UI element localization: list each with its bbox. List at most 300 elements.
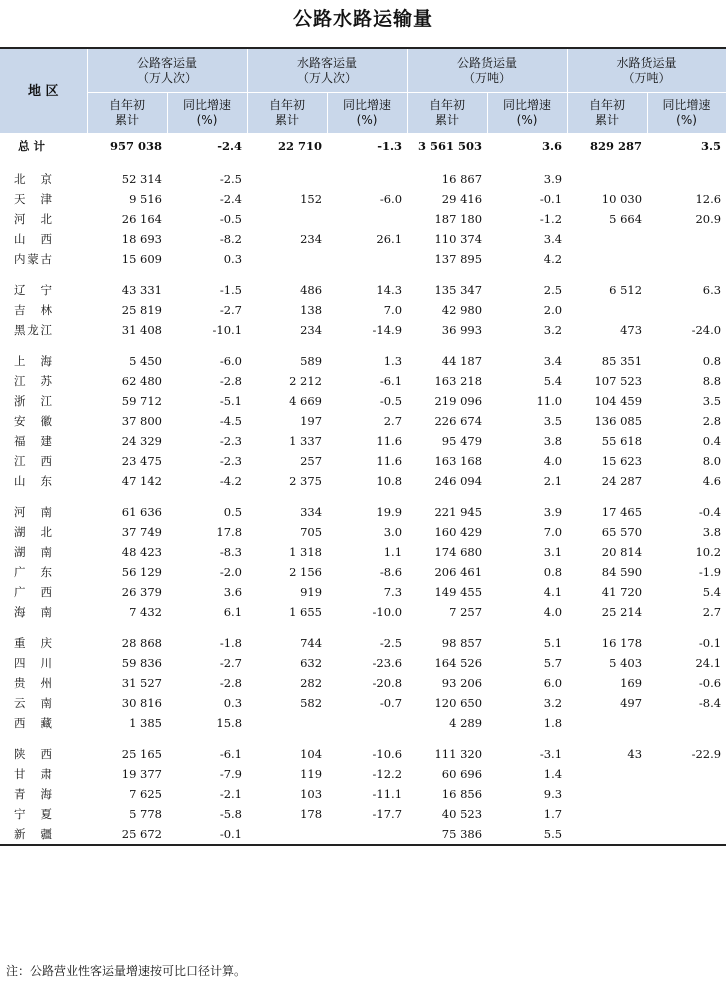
cell-cumulative (567, 229, 647, 249)
table-header (0, 48, 726, 134)
region-name-text: 西藏 (14, 716, 52, 730)
cell-growth: -8.6 (379, 565, 403, 579)
subheader-line: 自年初 (429, 98, 466, 112)
cell-growth (647, 764, 726, 784)
cell-cumulative: 20 814 (601, 545, 643, 559)
subheader-growth (647, 93, 726, 134)
cell-growth: -8.4 (698, 696, 722, 710)
table-row (0, 209, 726, 229)
cell-growth: 2.8 (702, 414, 722, 428)
cell-cumulative: 4 289 (449, 716, 483, 730)
cell-cumulative: 473 (620, 323, 643, 337)
cell-cumulative: 705 (300, 525, 323, 539)
cell-cumulative: 52 314 (121, 172, 162, 186)
group-header-water-freight (567, 48, 726, 93)
cell-growth: 4.6 (702, 474, 722, 488)
cell-cumulative: 15 623 (601, 454, 643, 468)
spacer-cell (0, 733, 726, 744)
cell-growth: 1.3 (383, 354, 403, 368)
region-name-text: 河北 (14, 212, 52, 226)
cell-growth: -7.9 (219, 767, 243, 781)
cell-growth: -0.1 (698, 636, 722, 650)
cell-cumulative: 3 561 503 (407, 134, 487, 159)
table-row (0, 169, 726, 189)
cell-cumulative: 104 459 (594, 394, 643, 408)
region-name (0, 351, 87, 371)
cell-cumulative: 43 331 (121, 283, 162, 297)
cell-cumulative (567, 804, 647, 824)
region-name (0, 522, 87, 542)
region-name (0, 673, 87, 693)
subheader-growth (487, 93, 567, 134)
group-unit: （万吨） (463, 70, 512, 85)
group-unit: （万吨） (622, 70, 671, 85)
cell-growth: 15.8 (216, 716, 243, 730)
subheader-line: (%) (196, 113, 218, 127)
table-row (0, 471, 726, 491)
cell-growth: 5.5 (487, 824, 567, 845)
cell-cumulative: 19 377 (121, 767, 162, 781)
region-name (0, 653, 87, 673)
cell-cumulative: 61 636 (121, 505, 162, 519)
cell-cumulative: 206 461 (434, 565, 483, 579)
cell-cumulative: 589 (300, 354, 323, 368)
cell-cumulative: 75 386 (407, 824, 487, 845)
cell-growth: 24.1 (695, 656, 722, 670)
region-name-text: 安徽 (14, 414, 52, 428)
cell-cumulative: 257 (300, 454, 323, 468)
cell-growth: 5.7 (543, 656, 563, 670)
cell-cumulative (247, 713, 327, 733)
subheader-line: 累计 (114, 113, 139, 127)
cell-cumulative: 25 819 (121, 303, 162, 317)
cell-cumulative: 103 (300, 787, 323, 801)
cell-cumulative: 16 178 (601, 636, 643, 650)
subheader-line: 自年初 (589, 98, 626, 112)
region-name (0, 209, 87, 229)
cell-cumulative: 110 374 (434, 232, 483, 246)
cell-growth: -2.0 (219, 565, 243, 579)
cell-growth: 4.2 (543, 252, 563, 266)
region-name-text: 重庆 (14, 636, 52, 650)
cell-growth: -1.5 (219, 283, 243, 297)
cell-growth: 3.9 (543, 172, 563, 186)
table-row (0, 562, 726, 582)
cell-growth: 4.0 (543, 454, 563, 468)
region-name-text: 天津 (14, 192, 52, 206)
cell-growth: 0.8 (543, 565, 563, 579)
region-name (0, 542, 87, 562)
cell-growth: -2.7 (219, 303, 243, 317)
table-row (0, 371, 726, 391)
cell-cumulative: 16 867 (441, 172, 483, 186)
region-name-text: 宁夏 (14, 807, 52, 821)
table-row (0, 502, 726, 522)
table-row (0, 249, 726, 269)
spacer-cell (0, 340, 726, 351)
cell-cumulative: 104 (300, 747, 323, 761)
cell-growth: -17.7 (372, 807, 403, 821)
cell-growth: 17.8 (216, 525, 243, 539)
cell-cumulative: 2 375 (289, 474, 323, 488)
cell-growth: -0.6 (698, 676, 722, 690)
region-name (0, 633, 87, 653)
cell-cumulative: 31 408 (121, 323, 162, 337)
cell-growth: 5.1 (543, 636, 563, 650)
subheader-line: 同比增速 (183, 98, 232, 112)
cell-cumulative: 632 (300, 656, 323, 670)
cell-cumulative: 47 142 (121, 474, 162, 488)
table-row (0, 351, 726, 371)
cell-cumulative: 22 710 (247, 134, 327, 159)
cell-cumulative: 582 (300, 696, 323, 710)
cell-cumulative: 187 180 (434, 212, 483, 226)
cell-growth: 3.4 (543, 232, 563, 246)
region-name (0, 693, 87, 713)
region-name (0, 189, 87, 209)
cell-growth: -24.0 (691, 323, 722, 337)
table-row (0, 431, 726, 451)
group-name: 公路客运量 (137, 55, 198, 70)
region-name (0, 411, 87, 431)
spacer-cell (0, 269, 726, 280)
cell-growth: -14.9 (372, 323, 403, 337)
cell-cumulative: 226 674 (434, 414, 483, 428)
region-name-text: 江西 (14, 454, 52, 468)
cell-growth: 7.3 (383, 585, 403, 599)
cell-cumulative: 95 479 (441, 434, 483, 448)
cell-cumulative: 136 085 (594, 414, 643, 428)
region-name-text: 陕西 (14, 747, 52, 761)
table-row (0, 280, 726, 300)
subheader-line: 同比增速 (503, 98, 552, 112)
cell-growth: -0.1 (539, 192, 563, 206)
cell-cumulative: 56 129 (121, 565, 162, 579)
cell-cumulative: 163 218 (434, 374, 483, 388)
cell-growth: -6.1 (379, 374, 403, 388)
cell-growth: -12.2 (372, 767, 403, 781)
cell-cumulative (567, 249, 647, 269)
group-spacer (0, 622, 726, 633)
cell-cumulative: 59 836 (121, 656, 162, 670)
cell-growth (327, 169, 407, 189)
cell-growth: 9.3 (543, 787, 563, 801)
cell-growth: -2.5 (379, 636, 403, 650)
cell-cumulative: 1 318 (289, 545, 323, 559)
cell-growth: 19.9 (376, 505, 403, 519)
cell-cumulative: 149 455 (434, 585, 483, 599)
table-row (0, 824, 726, 845)
cell-growth: 3.8 (702, 525, 722, 539)
cell-growth: 0.4 (702, 434, 722, 448)
table-row (0, 582, 726, 602)
region-name-text: 总 计 (18, 139, 46, 153)
cell-growth: -8.3 (219, 545, 243, 559)
cell-cumulative: 10 030 (601, 192, 643, 206)
region-name-text: 湖北 (14, 525, 52, 539)
cell-growth: -10.1 (212, 323, 243, 337)
cell-growth: 3.4 (543, 354, 563, 368)
region-name-text: 甘肃 (14, 767, 52, 781)
cell-growth: -0.4 (698, 505, 722, 519)
cell-growth: -3.1 (539, 747, 563, 761)
region-name (0, 280, 87, 300)
subheader-line: 自年初 (269, 98, 306, 112)
table-row (0, 229, 726, 249)
region-name-text: 山东 (14, 474, 52, 488)
page-title: 公路水路运输量 (292, 8, 433, 30)
cell-growth (647, 229, 726, 249)
cell-growth: -6.0 (219, 354, 243, 368)
region-name-text: 云南 (14, 696, 52, 710)
cell-growth: -5.8 (219, 807, 243, 821)
cell-growth: 7.0 (383, 303, 403, 317)
region-name (0, 391, 87, 411)
cell-growth: 20.9 (695, 212, 722, 226)
cell-growth: 8.0 (702, 454, 722, 468)
region-name-text: 上海 (14, 354, 52, 368)
cell-growth: 3.6 (223, 585, 243, 599)
table-row (0, 744, 726, 764)
cell-growth: -20.8 (372, 676, 403, 690)
cell-cumulative: 41 720 (601, 585, 643, 599)
cell-cumulative: 62 480 (121, 374, 162, 388)
cell-growth: 2.7 (702, 605, 722, 619)
subheader-line: 同比增速 (662, 98, 711, 112)
region-name-text: 海南 (14, 605, 52, 619)
cell-cumulative: 59 712 (121, 394, 162, 408)
cell-cumulative: 160 429 (434, 525, 483, 539)
cell-cumulative: 37 749 (121, 525, 162, 539)
cell-growth: 2.7 (383, 414, 403, 428)
cell-cumulative: 25 672 (87, 824, 167, 845)
cell-cumulative: 6 512 (609, 283, 643, 297)
cell-cumulative: 24 287 (601, 474, 643, 488)
region-name-text: 贵州 (14, 676, 52, 690)
cell-cumulative: 5 664 (609, 212, 643, 226)
cell-growth: 0.5 (223, 505, 243, 519)
cell-growth: -2.5 (219, 172, 243, 186)
group-header-water-passenger (247, 48, 407, 93)
region-name-text: 湖南 (14, 545, 52, 559)
table-row (0, 633, 726, 653)
cell-growth: 5.4 (702, 585, 722, 599)
table-row (0, 542, 726, 562)
cell-growth: 11.0 (536, 394, 563, 408)
cell-growth: 7.0 (543, 525, 563, 539)
table-row (0, 300, 726, 320)
cell-cumulative: 26 164 (121, 212, 162, 226)
region-name (0, 764, 87, 784)
cell-growth: 11.6 (376, 454, 403, 468)
subheader-growth (167, 93, 247, 134)
cell-growth: 4.0 (543, 605, 563, 619)
cell-growth: 5.4 (543, 374, 563, 388)
region-name (0, 804, 87, 824)
cell-growth (647, 784, 726, 804)
cell-cumulative: 44 187 (441, 354, 483, 368)
region-name (0, 431, 87, 451)
cell-cumulative: 1 655 (289, 605, 323, 619)
region-name-text: 新疆 (14, 827, 52, 841)
cell-cumulative: 135 347 (434, 283, 483, 297)
cell-growth: 6.0 (543, 676, 563, 690)
region-name-text: 吉林 (14, 303, 52, 317)
cell-cumulative: 25 165 (121, 747, 162, 761)
cell-cumulative: 119 (300, 767, 323, 781)
subheader-line: 累计 (595, 113, 620, 127)
cell-growth: 3.0 (383, 525, 403, 539)
cell-growth: -2.7 (219, 656, 243, 670)
table-row (0, 451, 726, 471)
cell-cumulative: 246 094 (434, 474, 483, 488)
cell-cumulative: 7 625 (129, 787, 162, 801)
spacer-cell (0, 491, 726, 502)
cell-cumulative: 334 (300, 505, 323, 519)
cell-growth: 2.0 (543, 303, 563, 317)
cell-growth: -5.1 (219, 394, 243, 408)
spacer-cell (0, 622, 726, 633)
cell-cumulative: 137 895 (434, 252, 483, 266)
total-row (0, 134, 726, 159)
subheader-cumulative (567, 93, 647, 134)
cell-cumulative: 234 (300, 232, 323, 246)
cell-growth: 1.8 (543, 716, 563, 730)
cell-cumulative: 18 693 (121, 232, 162, 246)
region-name (0, 300, 87, 320)
cell-cumulative: 1 337 (289, 434, 323, 448)
subheader-cumulative (87, 93, 167, 134)
cell-growth: 26.1 (376, 232, 403, 246)
cell-cumulative: 486 (300, 283, 323, 297)
cell-growth: 3.2 (543, 323, 563, 337)
cell-growth: -8.2 (219, 232, 243, 246)
cell-cumulative: 178 (300, 807, 323, 821)
group-spacer (0, 733, 726, 744)
region-name (0, 451, 87, 471)
group-spacer (0, 491, 726, 502)
table-row (0, 189, 726, 209)
cell-cumulative: 55 618 (601, 434, 643, 448)
cell-growth: -6.1 (219, 747, 243, 761)
cell-cumulative: 65 570 (601, 525, 643, 539)
subheader-line: 累计 (275, 113, 300, 127)
cell-cumulative: 221 945 (434, 505, 483, 519)
cell-cumulative: 37 800 (121, 414, 162, 428)
table-row (0, 804, 726, 824)
group-name: 水路货运量 (616, 55, 677, 70)
cell-cumulative: 36 993 (441, 323, 483, 337)
cell-cumulative (567, 784, 647, 804)
region-name (0, 169, 87, 189)
cell-cumulative (567, 169, 647, 189)
cell-cumulative: 42 980 (441, 303, 483, 317)
cell-growth: 3.1 (543, 545, 563, 559)
region-name-text: 广西 (14, 585, 52, 599)
group-header-road-freight (407, 48, 567, 93)
subheader-cumulative (247, 93, 327, 134)
cell-growth: 2.5 (543, 283, 563, 297)
group-name: 水路客运量 (297, 55, 358, 70)
table-row (0, 653, 726, 673)
cell-growth: 10.8 (376, 474, 403, 488)
cell-cumulative: 2 212 (289, 374, 323, 388)
cell-growth: 0.3 (223, 252, 243, 266)
group-unit: （万人次） (297, 70, 358, 85)
cell-growth: -1.2 (539, 212, 563, 226)
cell-growth (647, 804, 726, 824)
subheader-line: (%) (356, 113, 378, 127)
region-name (0, 134, 87, 159)
cell-cumulative: 43 (627, 747, 643, 761)
region-name-text: 内蒙古 (14, 252, 52, 266)
cell-growth: -2.4 (219, 192, 243, 206)
cell-cumulative: 219 096 (434, 394, 483, 408)
cell-cumulative: 138 (300, 303, 323, 317)
cell-growth: -4.5 (219, 414, 243, 428)
region-name (0, 562, 87, 582)
table-row (0, 693, 726, 713)
region-name (0, 744, 87, 764)
cell-growth: -2.8 (219, 676, 243, 690)
cell-cumulative: 111 320 (434, 747, 483, 761)
cell-growth (647, 249, 726, 269)
region-name (0, 824, 87, 845)
cell-cumulative: 5 778 (129, 807, 162, 821)
cell-cumulative (567, 300, 647, 320)
cell-cumulative: 48 423 (121, 545, 162, 559)
table-row (0, 522, 726, 542)
cell-cumulative: 60 696 (441, 767, 483, 781)
subheader-line: 同比增速 (343, 98, 392, 112)
cell-growth: -2.4 (167, 134, 247, 159)
cell-growth: -11.1 (372, 787, 403, 801)
cell-cumulative: 2 156 (289, 565, 323, 579)
cell-cumulative: 31 527 (121, 676, 162, 690)
subheader-line: 自年初 (108, 98, 145, 112)
cell-growth: -0.7 (379, 696, 403, 710)
cell-growth: 11.6 (376, 434, 403, 448)
cell-growth: -2.1 (219, 787, 243, 801)
cell-growth: 10.2 (695, 545, 722, 559)
transport-table (0, 47, 726, 846)
cell-growth: 1.1 (383, 545, 403, 559)
table-row (0, 673, 726, 693)
cell-growth: -0.5 (379, 394, 403, 408)
group-header-road-passenger (87, 48, 247, 93)
cell-cumulative: 17 465 (601, 505, 643, 519)
table-body (0, 134, 726, 846)
region-name (0, 784, 87, 804)
cell-cumulative: 24 329 (121, 434, 162, 448)
region-name-text: 黑龙江 (14, 323, 52, 337)
cell-cumulative: 40 523 (441, 807, 483, 821)
cell-growth: 3.5 (647, 134, 726, 159)
table-row (0, 391, 726, 411)
region-name-text: 山西 (14, 232, 52, 246)
cell-growth: 3.6 (487, 134, 567, 159)
cell-growth: 6.1 (223, 605, 243, 619)
footnote: 注：公路营业性客运量增速按可比口径计算。 (6, 964, 247, 978)
cell-cumulative: 197 (300, 414, 323, 428)
cell-growth: 1.7 (543, 807, 563, 821)
cell-cumulative: 282 (300, 676, 323, 690)
cell-growth: -2.3 (219, 434, 243, 448)
subheader-growth (327, 93, 407, 134)
cell-growth: -6.0 (379, 192, 403, 206)
cell-cumulative: 4 669 (289, 394, 323, 408)
cell-growth: 6.3 (702, 283, 722, 297)
